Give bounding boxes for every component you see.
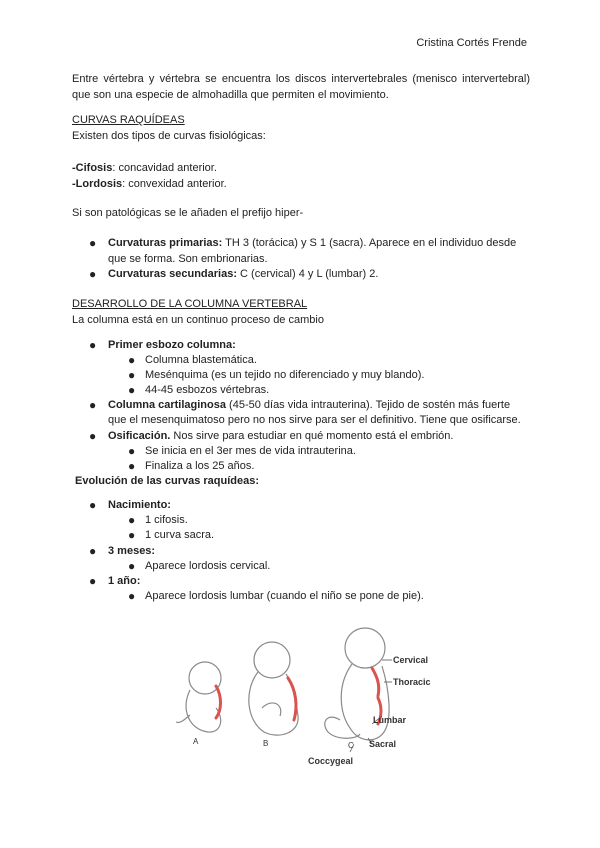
cartilaginosa-label: Columna cartilaginosa xyxy=(108,399,226,411)
lordosis-line xyxy=(72,176,227,192)
figure-label-a: A xyxy=(193,737,199,746)
spine-development-figure xyxy=(160,620,450,770)
desarrollo-heading: DESARROLLO DE LA COLUMNA VERTEBRAL xyxy=(72,298,308,310)
bullet-dot: ● xyxy=(89,236,97,250)
figure-label-sacral: Sacral xyxy=(369,739,397,749)
bullet-dot: ● xyxy=(89,498,97,512)
lordosis-label: -Lordosis xyxy=(72,178,123,190)
sub-bullet-dot: ● xyxy=(128,559,136,573)
evolucion-heading: Evolución de las curvas raquídeas: xyxy=(75,475,260,487)
figure-c-spine-cervical xyxy=(372,668,379,696)
intro-paragraph: Entre vértebra y vértebra se encuentra los discos intervertebrales (menisco intervertebral) que son una especie de almohadilla que permiten el movimiento. xyxy=(72,73,530,101)
tres-meses-label: 3 meses: xyxy=(108,545,156,557)
sub-bullet-dot: ● xyxy=(128,444,136,458)
sub-bullet-dot: ● xyxy=(128,459,136,473)
bullet-dot: ● xyxy=(89,267,97,281)
sub-bullet-dot: ● xyxy=(128,528,136,542)
primarias-text-2: que se forma. Son embrionarias. xyxy=(108,253,268,265)
cartilaginosa-line xyxy=(108,397,510,413)
sub-bullet-dot: ● xyxy=(128,368,136,382)
secundarias-text: C (cervical) 4 y L (lumbar) 2. xyxy=(237,268,379,280)
nacimiento-item: 1 curva sacra. xyxy=(145,529,215,541)
sub-bullet-dot: ● xyxy=(128,353,136,367)
figure-b-limb xyxy=(262,703,281,716)
figure-b-spine xyxy=(288,678,296,720)
sub-bullet-dot: ● xyxy=(128,383,136,397)
primarias-line xyxy=(108,235,516,251)
esbozo-item: Mesénquima (es un tejido no diferenciado y muy blando). xyxy=(145,369,425,381)
author-name: Cristina Cortés Frende xyxy=(416,37,527,49)
cartilaginosa-text-1: (45-50 días vida intrauterina). Tejido de sostén más fuerte xyxy=(225,399,511,411)
un-anio-item: Aparece lordosis lumbar (cuando el niño se pone de pie). xyxy=(145,590,424,602)
primarias-text-1: TH 3 (torácica) y S 1 (sacra). Aparece en el individuo desde xyxy=(222,237,517,249)
lordosis-text: : convexidad anterior. xyxy=(122,178,227,190)
osificacion-item: Se inicia en el 3er mes de vida intrauterina. xyxy=(145,445,356,457)
esbozo-label: Primer esbozo columna: xyxy=(108,339,236,351)
bullet-dot: ● xyxy=(89,398,97,412)
osificacion-line xyxy=(108,428,453,444)
nacimiento-label: Nacimiento: xyxy=(108,499,171,511)
secundarias-line xyxy=(108,266,378,282)
nacimiento-item: 1 cifosis. xyxy=(145,514,188,526)
figure-label-cervical: Cervical xyxy=(393,655,429,665)
curvas-intro: Existen dos tipos de curvas fisiológicas: xyxy=(72,130,266,142)
osificacion-item: Finaliza a los 25 años. xyxy=(145,460,255,472)
patologicas-text: Si son patológicas se le añaden el prefijo hiper- xyxy=(72,207,304,219)
esbozo-item: Columna blastemática. xyxy=(145,354,257,366)
figure-c-leg xyxy=(325,717,360,738)
bullet-dot: ● xyxy=(89,429,97,443)
tres-meses-item: Aparece lordosis cervical. xyxy=(145,560,271,572)
cifosis-label: -Cifosis xyxy=(72,162,113,174)
figure-a-limb xyxy=(176,715,190,723)
esbozo-item: 44-45 esbozos vértebras. xyxy=(145,384,270,396)
figure-label-coccygeal: Coccygeal xyxy=(308,756,354,766)
secundarias-label: Curvaturas secundarias: xyxy=(108,268,237,280)
cartilaginosa-text-2: que el mesenquimatoso pero no nos sirve para ser el definitivo. Tiene que osificarse. xyxy=(108,414,521,426)
sub-bullet-dot: ● xyxy=(128,589,136,603)
cifosis-text: : concavidad anterior. xyxy=(112,162,217,174)
osificacion-text: Nos sirve para estudiar en qué momento está el embrión. xyxy=(170,430,454,442)
bullet-dot: ● xyxy=(89,544,97,558)
cifosis-line xyxy=(72,160,217,176)
curvas-heading: CURVAS RAQUÍDEAS xyxy=(72,114,185,126)
bullet-dot: ● xyxy=(89,574,97,588)
primarias-label: Curvaturas primarias: xyxy=(108,237,223,249)
desarrollo-intro: La columna está en un continuo proceso de cambio xyxy=(72,314,324,326)
figure-label-thoracic: Thoracic xyxy=(393,677,431,687)
bullet-dot: ● xyxy=(89,338,97,352)
figure-label-lumbar: Lumbar xyxy=(373,715,407,725)
figure-label-b: B xyxy=(263,739,269,748)
un-anio-label: 1 año: xyxy=(108,575,141,587)
sub-bullet-dot: ● xyxy=(128,513,136,527)
figure-a-body xyxy=(186,690,221,732)
figure-b-head xyxy=(254,642,290,678)
osificacion-label: Osificación. xyxy=(108,430,171,442)
figure-c-head xyxy=(345,628,385,668)
figure-c-body xyxy=(341,664,389,740)
figure-label-c: C xyxy=(348,741,354,750)
figure-a-spine xyxy=(216,686,221,718)
